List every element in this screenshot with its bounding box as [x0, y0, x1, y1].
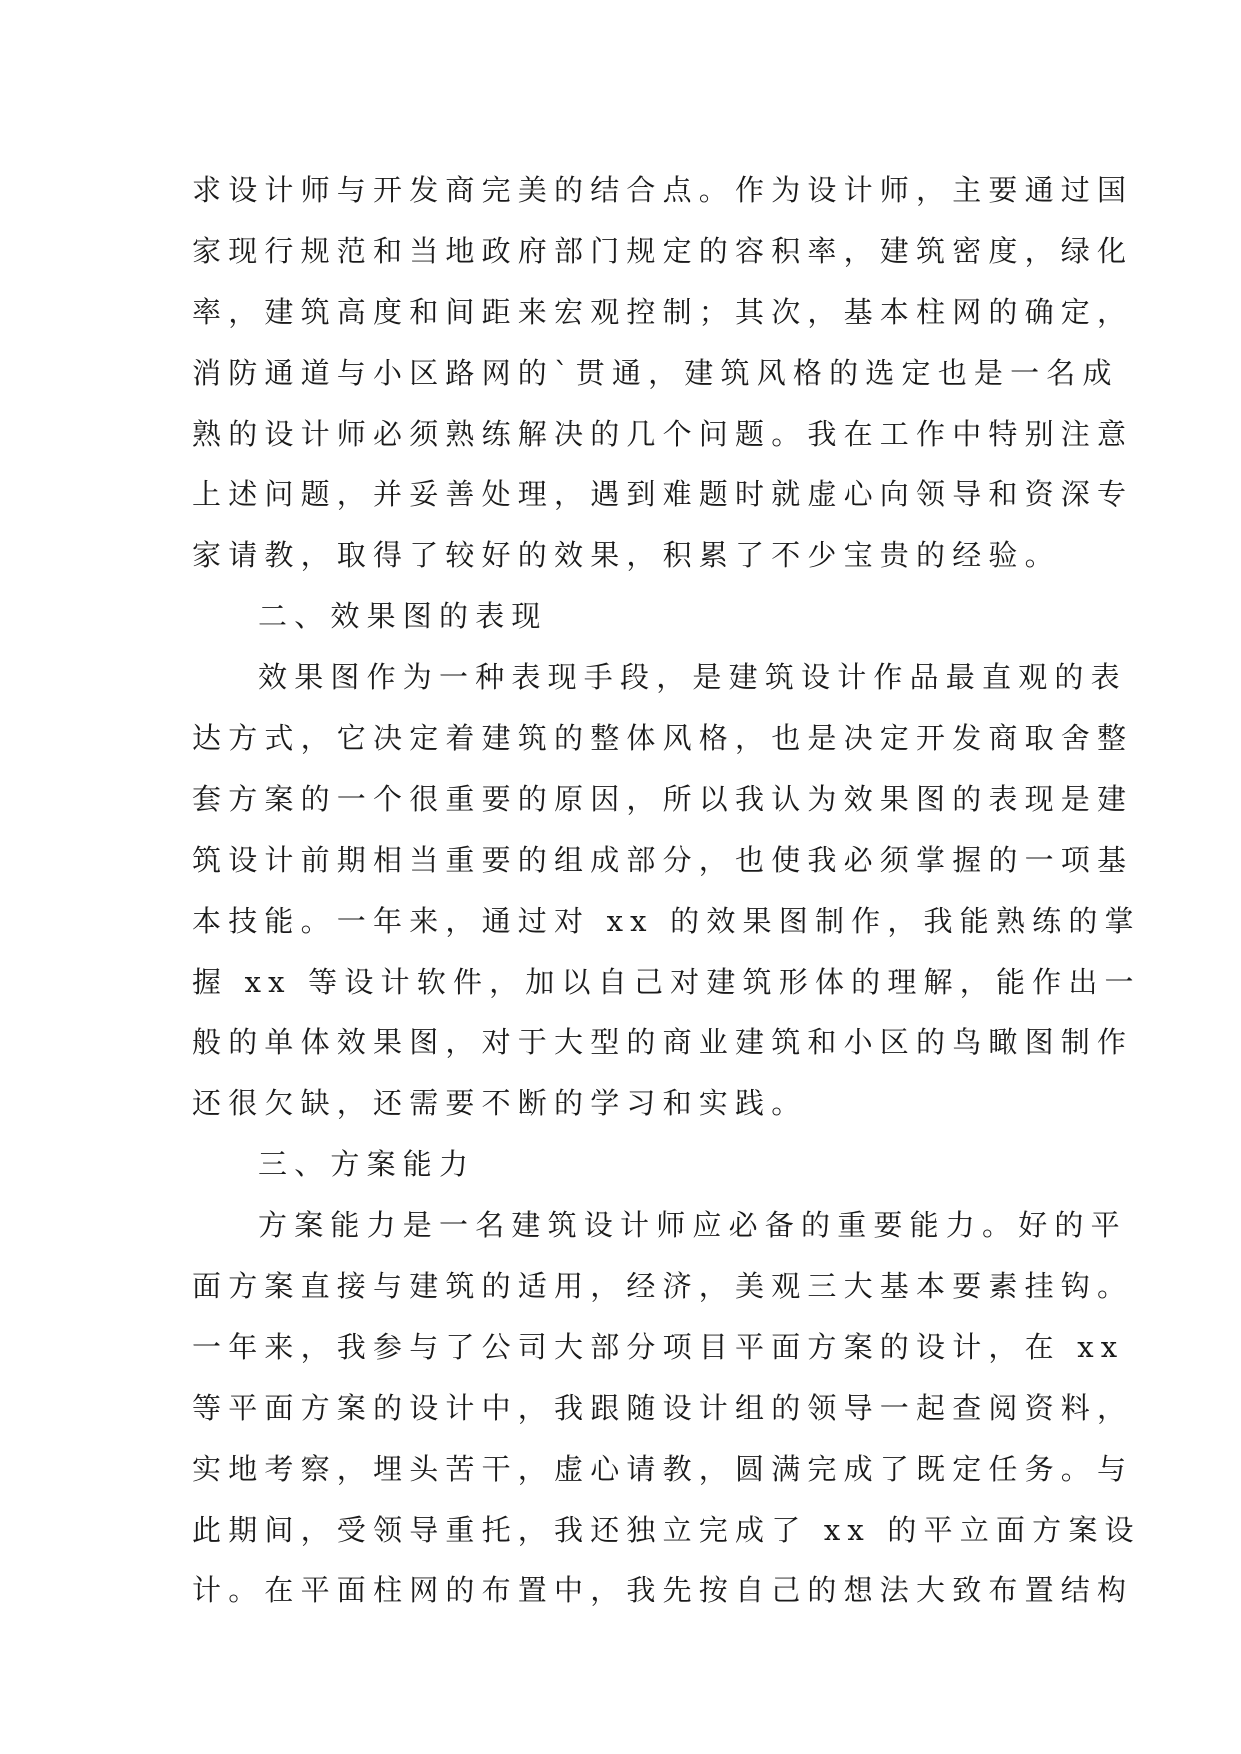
body-line: 家现行规范和当地政府部门规定的容积率，建筑密度，绿化: [192, 233, 1134, 268]
body-line: 套方案的一个很重要的原因，所以我认为效果图的表现是建: [192, 781, 1134, 816]
section-heading: 三、方案能力: [258, 1147, 476, 1182]
body-line: 还很欠缺，还需要不断的学习和实践。: [192, 1086, 808, 1121]
body-line: 筑设计前期相当重要的组成部分，也使我必须掌握的一项基: [192, 842, 1134, 877]
body-line: 握 xx 等设计软件，加以自己对建筑形体的理解，能作出一: [192, 964, 1141, 999]
body-line: 实地考察，埋头苦干，虚心请教，圆满完成了既定任务。与: [192, 1451, 1134, 1486]
body-line: 般的单体效果图，对于大型的商业建筑和小区的鸟瞰图制作: [192, 1025, 1134, 1060]
body-line: 消防通道与小区路网的`贯通，建筑风格的选定也是一名成: [192, 355, 1119, 390]
document-body: [192, 160, 1141, 1621]
body-line: 求设计师与开发商完美的结合点。作为设计师，主要通过国: [192, 173, 1134, 207]
section-heading: 二、效果图的表现: [258, 599, 548, 634]
body-line: 面方案直接与建筑的适用，经济，美观三大基本要素挂钩。: [192, 1269, 1134, 1304]
body-line: 熟的设计师必须熟练解决的几个问题。我在工作中特别注意: [192, 416, 1134, 451]
body-line: 等平面方案的设计中，我跟随设计组的领导一起查阅资料，: [192, 1390, 1134, 1425]
body-line: 此期间，受领导重托，我还独立完成了 xx 的平立面方案设: [192, 1512, 1141, 1547]
body-line: 达方式，它决定着建筑的整体风格，也是决定开发商取舍整: [192, 721, 1134, 756]
paragraph-first-line: 方案能力是一名建筑设计师应必备的重要能力。好的平: [258, 1208, 1127, 1243]
body-line: 家请教，取得了较好的效果，积累了不少宝贵的经验。: [192, 538, 1061, 573]
body-line: 一年来，我参与了公司大部分项目平面方案的设计，在 xx: [192, 1329, 1125, 1364]
paragraph-first-line: 效果图作为一种表现手段，是建筑设计作品最直观的表: [258, 660, 1127, 695]
body-line: 本技能。一年来，通过对 xx 的效果图制作，我能熟练的掌: [192, 903, 1141, 938]
body-line: 率，建筑高度和间距来宏观控制；其次，基本柱网的确定，: [192, 294, 1134, 329]
body-line: 计。在平面柱网的布置中，我先按自己的想法大致布置结构: [192, 1573, 1134, 1608]
body-line: 上述问题，并妥善处理，遇到难题时就虚心向领导和资深专: [192, 477, 1134, 512]
